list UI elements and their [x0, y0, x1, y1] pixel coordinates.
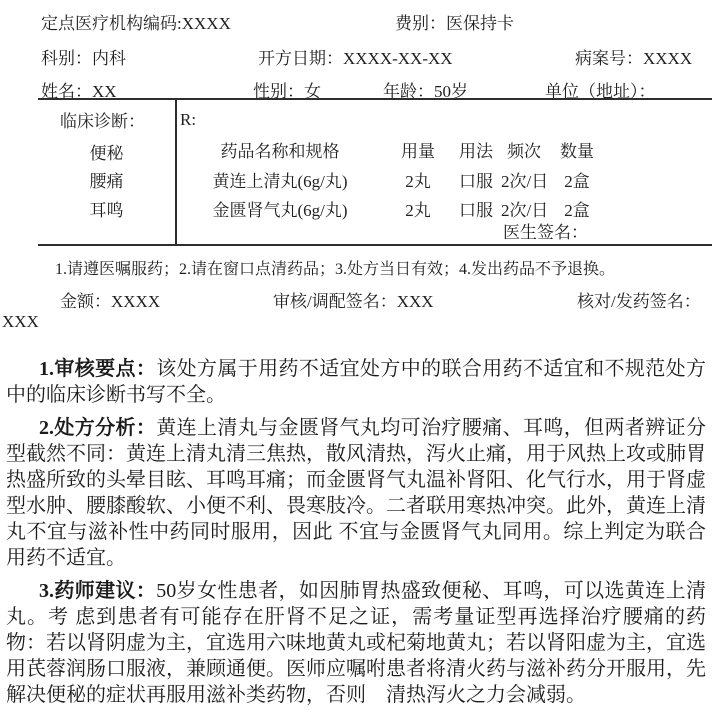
field-org-code	[41, 14, 231, 34]
drug-frequency: 2次/日	[501, 201, 549, 220]
field-department-label: 科别：	[41, 49, 92, 68]
paragraph-text: 50岁女性患者，如因肺胃热盛致便秘、耳鸣，可以选黄连上清丸。考 虑到患者有可能存在肝肾不足之证，需考量证型再选择治疗腰痛的药物：若以肾阴虚为主，宜选用六味地黄丸或杞菊地黄丸；若以肾阳虚为主，宜选用芪蓉润肠口服液，兼顾通便。医师应嘱咐患者将清火药与滋补药分开服用，先解决便秘的症状再服用滋补类药物，否则 清热泻火之力会减弱。	[6, 580, 706, 706]
drug-row-1	[175, 172, 607, 192]
notes-line: 1.请遵医嘱服药；2.请在窗口点清药品；3.处方当日有效；4.发出药品不予退换。	[55, 261, 616, 278]
amount-value: XXXX	[111, 292, 161, 311]
field-date-value: XXXX-XX-XX	[343, 49, 453, 68]
field-case-number	[575, 49, 692, 69]
field-case-number-label: 病案号：	[575, 49, 643, 68]
column-header-dose: 用量	[401, 142, 435, 161]
field-gender-value: 女	[304, 82, 321, 101]
review-signature-value: XXX	[396, 292, 434, 311]
field-org-code-label: 定点医疗机构编码:	[41, 14, 182, 33]
drug-quantity: 2盒	[564, 201, 590, 220]
column-header-frequency: 频次	[507, 142, 541, 161]
drug-quantity: 2盒	[564, 172, 590, 191]
rx-symbol: R:	[180, 110, 197, 129]
field-age-value: 50岁	[434, 82, 468, 101]
doctor-signature-label: 医生签名：	[503, 223, 588, 242]
field-age-label: 年龄：	[383, 82, 434, 101]
column-header-quantity: 数量	[560, 142, 594, 161]
field-case-number-value: XXXX	[643, 49, 693, 68]
drug-dose: 2丸	[405, 172, 431, 191]
check-signature-label: 核对/发药签名：	[577, 292, 701, 311]
diagnosis-item-1: 便秘	[89, 144, 124, 163]
drug-row-2	[175, 201, 607, 221]
review-signature-label: 审核/调配签名：	[273, 292, 397, 311]
paragraph-text: 该处方属于用药不适宜处方中的联合用药不适宜和不规范处方中的临床诊断书写不全。	[6, 358, 706, 406]
field-fee-type-value: 医保持卡	[446, 14, 514, 33]
drug-frequency: 2次/日	[501, 172, 549, 191]
amount-label: 金额：	[60, 292, 111, 311]
amount-field	[60, 292, 160, 312]
paragraph-heading: 3.药师建议：	[39, 580, 157, 602]
field-patient-name-value: XX	[92, 82, 117, 101]
field-address-label: 单位（地址）：	[545, 82, 656, 101]
paragraph-heading: 2.处方分析：	[39, 417, 157, 439]
field-date-label: 开方日期：	[258, 49, 343, 68]
drug-usage: 口服	[459, 201, 493, 220]
analysis-paragraph-prescription-analysis	[6, 415, 706, 571]
diagnosis-item-2: 腰痛	[89, 172, 124, 191]
field-org-code-value: XXXX	[181, 14, 231, 33]
field-date	[258, 49, 453, 69]
analysis-section	[6, 356, 706, 715]
diagnosis-label: 临床诊断：	[60, 112, 145, 131]
drug-dose: 2丸	[405, 201, 431, 220]
prescription-table	[38, 98, 712, 246]
drug-usage: 口服	[459, 172, 493, 191]
drug-table-header	[175, 142, 607, 162]
check-signature-value: XXX	[2, 312, 39, 331]
analysis-paragraph-pharmacist-advice	[6, 578, 706, 708]
paragraph-text: 黄连上清丸与金匮肾气丸均可治疗腰痛、耳鸣，但两者辨证分型截然不同：黄连上清丸清三焦热，散风清热，泻火止痛，用于风热上攻或肺胃热盛所致的头晕目眩、耳鸣耳痛；而金匮肾气丸温补肾阳、化气行水，用于肾虚型水肿、腰膝酸软、小便不利、畏寒肢冷。二者联用寒热冲突。此外，黄连上清丸不宜与滋补性中药同时服用，因此 不宜与金匮肾气丸同用。综上判定为联合用药不适宜。	[6, 417, 706, 569]
field-fee-type	[395, 14, 514, 34]
field-fee-type-label: 费别：	[395, 14, 446, 33]
field-department	[41, 49, 126, 69]
column-header-name: 药品名称和规格	[220, 142, 340, 161]
drug-name: 黄连上清丸(6g/丸)	[212, 172, 348, 191]
analysis-paragraph-review-points	[6, 356, 706, 408]
drug-name: 金匮肾气丸(6g/丸)	[212, 201, 348, 220]
field-gender-label: 性别：	[253, 82, 304, 101]
field-department-value: 内科	[92, 49, 126, 68]
field-patient-name-label: 姓名：	[41, 82, 92, 101]
diagnosis-item-3: 耳鸣	[89, 201, 124, 220]
review-signature-field	[273, 292, 434, 312]
paragraph-heading: 1.审核要点：	[39, 358, 157, 380]
column-header-usage: 用法	[459, 142, 493, 161]
